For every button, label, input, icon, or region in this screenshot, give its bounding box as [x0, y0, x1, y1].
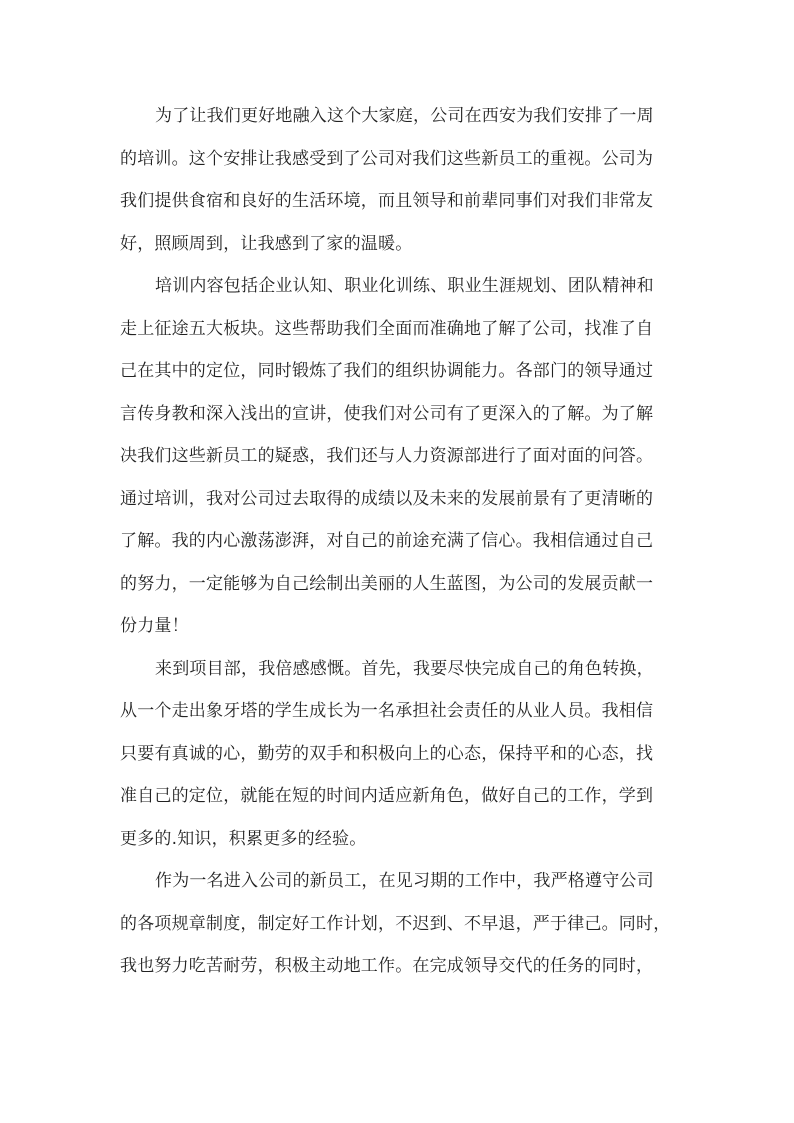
text-line: 好，照顾周到，让我感到了家的温暖。: [120, 233, 413, 254]
text-line: 从一个走出象牙塔的学生成长为一名承担社会责任的从业人员。我相信: [120, 701, 654, 721]
text-line: 走上征途五大板块。这些帮助我们全面而准确地了解了公司，找准了自: [120, 318, 654, 339]
text-line: 我也努力吃苦耐劳，积极主动地工作。在完成领导交代的任务的同时，: [120, 956, 654, 976]
text-line: 份力量！: [120, 616, 189, 636]
text-line: 准自己的定位，就能在短的时间内适应新角色，做好自己的工作，学到: [120, 786, 654, 806]
text-line: 只要有真诚的心，勤劳的双手和积极向上的心态，保持平和的心态，找: [120, 743, 654, 764]
paragraph-4: [120, 860, 676, 988]
text-line: 通过培训，我对公司过去取得的成绩以及未来的发展前景有了更清晰的: [120, 488, 654, 509]
paragraph-3: [120, 648, 676, 861]
text-line: 的努力，一定能够为自己绘制出美丽的人生蓝图，为公司的发展贡献一: [120, 573, 654, 594]
text-line: 言传身教和深入浅出的宣讲，使我们对公司有了更深入的了解。为了解: [120, 403, 654, 424]
text-line: 我们提供食宿和良好的生活环境，而且领导和前辈同事们对我们非常友: [120, 191, 654, 211]
text-line: 决我们这些新员工的疑惑，我们还与人力资源部进行了面对面的问答。: [120, 446, 654, 466]
text-line: 为了让我们更好地融入这个大家庭，公司在西安为我们安排了一周: [155, 106, 654, 126]
text-line: 更多的.知识，积累更多的经验。: [120, 828, 367, 849]
text-line: 了解。我的内心激荡澎湃，对自己的前途充满了信心。我相信通过自己: [120, 531, 654, 551]
text-line: 的培训。这个安排让我感受到了公司对我们这些新员工的重视。公司为: [120, 148, 654, 169]
document-body: [120, 95, 676, 988]
text-line: 作为一名进入公司的新员工，在见习期的工作中，我严格遵守公司: [155, 871, 654, 891]
text-line: 的各项规章制度，制定好工作计划，不迟到、不早退，严于律己。同时，: [120, 913, 671, 934]
text-line: 培训内容包括企业认知、职业化训练、职业生涯规划、团队精神和: [155, 276, 654, 296]
paragraph-2: [120, 265, 676, 648]
text-line: 来到项目部，我倍感感慨。首先，我要尽快完成自己的角色转换，: [155, 658, 654, 679]
text-line: 己在其中的定位，同时锻炼了我们的组织协调能力。各部门的领导通过: [120, 361, 654, 381]
paragraph-1: [120, 95, 676, 265]
